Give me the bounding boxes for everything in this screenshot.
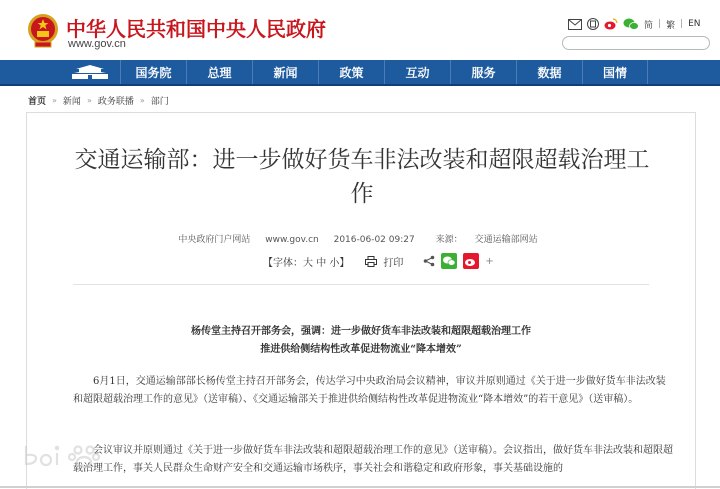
- nav-items: [120, 60, 648, 84]
- font-size-medium[interactable]: 中: [316, 257, 327, 269]
- article-site-url: www.gov.cn: [265, 235, 319, 245]
- divider: [73, 284, 649, 285]
- breadcrumb-separator: »: [52, 96, 57, 105]
- nav-item-data[interactable]: 数据: [516, 60, 582, 84]
- article-meta: [27, 232, 695, 245]
- main-nav: [0, 60, 720, 86]
- font-size-large[interactable]: 大: [303, 257, 313, 269]
- weibo-icon[interactable]: [604, 18, 618, 30]
- share-icon[interactable]: [423, 255, 435, 267]
- font-size-control: [263, 254, 349, 269]
- lang-traditional[interactable]: 繁: [666, 20, 676, 31]
- nav-item-policy[interactable]: 政策: [318, 60, 384, 84]
- print-icon[interactable]: [365, 256, 377, 267]
- site-header: [0, 0, 720, 60]
- article-container: [26, 112, 696, 489]
- article-subtitle-line: 推进供给侧结构性改革促进物流业“降本增效”: [260, 344, 462, 355]
- nav-item-news[interactable]: 新闻: [252, 60, 318, 84]
- lang-english[interactable]: EN: [688, 19, 701, 29]
- search-input[interactable]: [562, 36, 710, 50]
- baidu-watermark-icon: [20, 440, 140, 470]
- breadcrumb: [28, 94, 169, 107]
- divider: |: [680, 19, 684, 29]
- breadcrumb-news[interactable]: 新闻: [62, 97, 81, 107]
- article-actions: [263, 251, 494, 271]
- wechat-icon[interactable]: [623, 18, 639, 30]
- article-source-name: 交通运输部网站: [474, 235, 538, 245]
- breadcrumb-departments[interactable]: 部门: [150, 97, 169, 107]
- nav-home[interactable]: [60, 60, 120, 84]
- font-size-close: 】: [339, 257, 350, 269]
- article-subtitle: [27, 323, 695, 359]
- article-subtitle-line: 杨传堂主持召开部务会，强调：进一步做好货车非法改装和超限超载治理工作: [191, 326, 531, 337]
- article-datetime: 2016-06-02 09:27: [333, 235, 415, 245]
- breadcrumb-government-affairs[interactable]: 政务联播: [97, 97, 134, 107]
- nav-item-interaction[interactable]: 互动: [384, 60, 450, 84]
- mail-icon[interactable]: [568, 19, 582, 30]
- breadcrumb-separator: »: [86, 96, 92, 105]
- nav-item-premier[interactable]: 总理: [186, 60, 252, 84]
- article-paragraph: 会议审议并原则通过《关于进一步做好货车非法改装和超限超载治理工作的意见》（送审稿）。会议指出，做好货车非法改装和超限超载治理工作，事关人民群众生命财产安全和交通运输市场秩序，事关社会和谐稳定和政府形象，事关基础设施的: [73, 445, 673, 474]
- nav-item-state-council[interactable]: 国务院: [120, 60, 186, 84]
- header-tools: [568, 16, 701, 32]
- article-title: 交通运输部：进一步做好货车非法改装和超限超载治理工作: [74, 147, 650, 207]
- divider: |: [658, 19, 662, 29]
- site-title[interactable]: 中华人民共和国中央人民政府: [66, 17, 326, 41]
- tiananmen-icon[interactable]: [68, 64, 112, 80]
- print-button[interactable]: 打印: [383, 257, 404, 269]
- more-share-button[interactable]: +: [485, 255, 494, 267]
- weibo-icon[interactable]: [463, 253, 479, 269]
- national-emblem-icon[interactable]: [26, 12, 60, 50]
- article-source-label: 来源：: [435, 235, 463, 245]
- nav-item-national-info[interactable]: 国情: [582, 60, 648, 84]
- font-size-small[interactable]: 小: [329, 257, 340, 269]
- site-url[interactable]: www.gov.cn: [68, 38, 126, 50]
- breadcrumb-home[interactable]: 首页: [28, 97, 47, 107]
- wechat-icon[interactable]: [441, 253, 457, 269]
- font-size-label: 【字体：: [263, 257, 303, 269]
- app-icon[interactable]: [587, 18, 599, 30]
- breadcrumb-separator: »: [139, 96, 145, 105]
- article-source-site: 中央政府门户网站: [178, 235, 251, 245]
- article-paragraph: 6月1日，交通运输部部长杨传堂主持召开部务会，传达学习中央政治局会议精神，审议并原则通过《关于进一步做好货车非法改装和超限超载治理工作的意见》（送审稿）、《交通运输部关于推进供给侧结构性改革促进物流业“降本增效”的若干意见》（送审稿）。: [73, 376, 666, 405]
- lang-simplified[interactable]: 简: [644, 20, 654, 31]
- nav-item-services[interactable]: 服务: [450, 60, 516, 84]
